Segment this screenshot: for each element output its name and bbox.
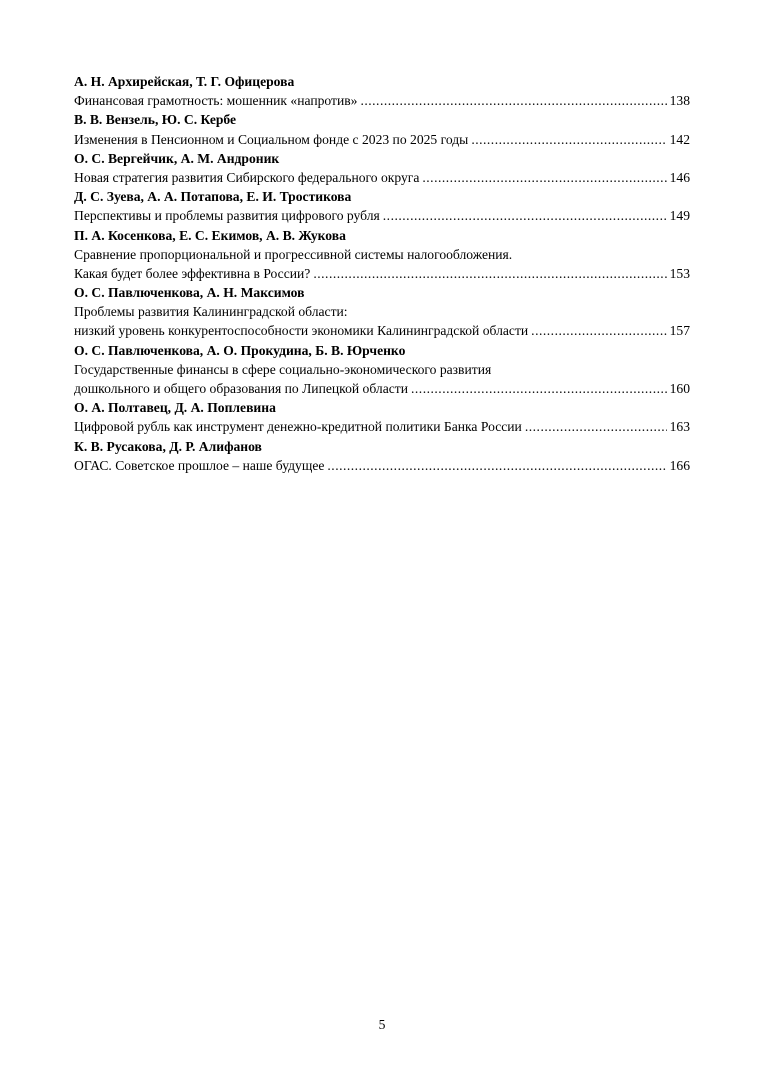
table-of-contents [74,72,690,475]
toc-entry-authors: О. С. Павлюченкова, А. Н. Максимов [74,285,305,301]
dot-leader [360,91,666,110]
toc-entry-title-row[interactable] [74,130,690,149]
toc-entry-page: 142 [669,131,690,147]
toc-entry-title: дошкольного и общего образования по Липецкой области [74,381,408,396]
page-number: 5 [378,1017,386,1032]
toc-entry-authors: О. А. Полтавец, Д. А. Поплевина [74,400,276,416]
toc-entry-title-row[interactable] [74,264,690,283]
toc-entry-title-row[interactable] [74,206,690,225]
toc-entry-page: 163 [669,419,690,435]
toc-entry-authors: П. А. Косенкова, Е. С. Екимов, А. В. Жукова [74,227,346,243]
toc-entry [74,437,690,475]
toc-entry [74,149,690,187]
toc-entry [74,110,690,148]
toc-entry-page: 153 [669,265,690,281]
toc-entry-title-row[interactable] [74,321,690,340]
toc-entry [74,283,690,341]
toc-entry [74,398,690,436]
toc-entry-title-line: Проблемы развития Калининградской области: [74,304,348,320]
toc-entry-page: 149 [669,208,690,224]
dot-leader [525,417,667,436]
toc-entry [74,341,690,399]
dot-leader [313,264,666,283]
toc-entry-page: 160 [669,381,690,396]
toc-entry-title: Цифровой рубль как инструмент денежно-кредитной политики Банка России [74,419,522,435]
toc-entry-authors: К. В. Русакова, Д. Р. Алифанов [74,438,262,454]
dot-leader [411,379,667,398]
toc-entry [74,226,690,284]
toc-entry-title-row[interactable] [74,379,690,398]
dot-leader [531,321,666,340]
toc-entry-title: Перспективы и проблемы развития цифрового рубля [74,208,380,224]
dot-leader [422,168,666,187]
toc-entry-title-row[interactable] [74,417,690,436]
dot-leader [327,456,666,475]
toc-entry-title-line: Государственные финансы в сфере социально-экономического развития [74,361,492,377]
toc-entry-title: Финансовая грамотность: мошенник «напротив» [74,93,358,109]
toc-entry-page: 146 [669,169,690,185]
toc-entry-page: 166 [669,457,690,473]
toc-entry-authors: О. С. Вергейчик, А. М. Андроник [74,150,280,166]
toc-entry-title: Новая стратегия развития Сибирского федерального округа [74,169,420,185]
toc-entry-title-row[interactable] [74,456,690,475]
toc-entry-title: Изменения в Пенсионном и Социальном фонде с 2023 по 2025 годы [74,131,469,147]
toc-entry-authors: Д. С. Зуева, А. А. Потапова, Е. И. Тростикова [74,189,352,205]
toc-entry-page: 157 [669,323,690,339]
toc-entry-title: ОГАС. Советское прошлое – наше будущее [74,457,325,473]
toc-entry-authors: О. С. Павлюченкова, А. О. Прокудина, Б. В. Юрченко [74,342,406,358]
toc-entry-title-row[interactable] [74,168,690,187]
toc-entry-title: Какая будет более эффективна в России? [74,265,311,281]
toc-entry [74,187,690,225]
toc-entry-authors: В. В. Вензель, Ю. С. Кербе [74,112,237,128]
toc-entry-title-line: Сравнение пропорциональной и прогрессивной системы налогообложения. [74,246,513,262]
toc-entry-page: 138 [669,93,690,109]
toc-entry-authors: А. Н. Архирейская, Т. Г. Офицерова [74,74,295,89]
toc-entry-title: низкий уровень конкурентоспособности экономики Калининградской области [74,323,529,339]
toc-entry-title-row[interactable] [74,91,690,110]
toc-entry [74,72,690,110]
dot-leader [471,130,666,149]
dot-leader [383,206,667,225]
